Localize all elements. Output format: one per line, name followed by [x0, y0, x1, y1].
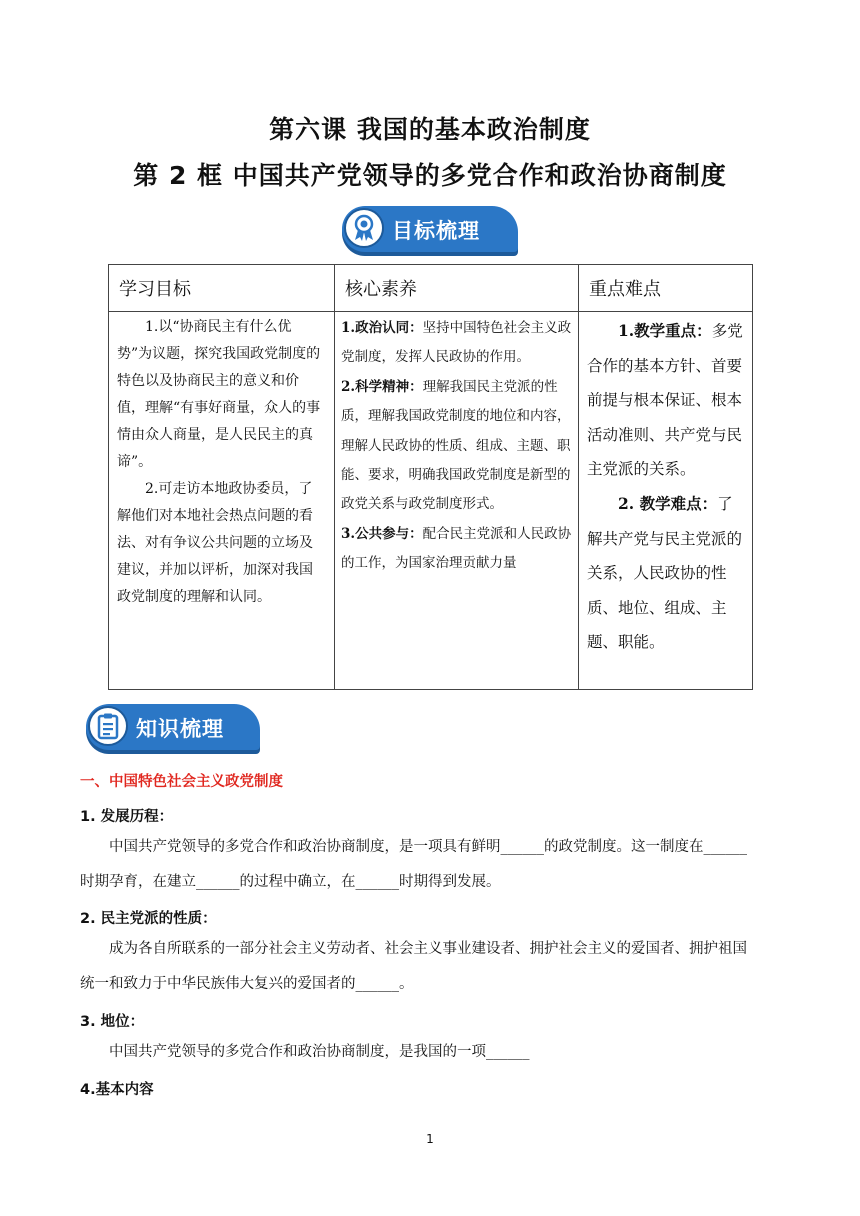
paragraph-line: 中国共产党领导的多党合作和政治协商制度，是一项具有鲜明______的政党制度。这一制度在______: [109, 839, 747, 855]
knowledge-banner-label: 知识梳理: [136, 717, 224, 741]
learning-goal-1: 1.以“协商民主有什么优势”为议题，探究我国政党制度的特色以及协商民主的意义和价值，理解“有事好商量，众人的事情由众人商量，是人民民主的真谛”。: [117, 319, 321, 470]
literacy-item: [341, 314, 573, 373]
table-row: [109, 312, 753, 690]
goals-banner-label: 目标梳理: [392, 219, 480, 243]
item-heading: 3. 地位：: [80, 1014, 145, 1030]
learning-goal-2: 2.可走访本地政协委员，了解他们对本地社会热点问题的看法、对有争议公共问题的立场及建议，并加以评析，加深对我国政党制度的理解和认同。: [117, 481, 313, 605]
literacy-text: 坚持中国特色社会主义政党制度，发挥人民政协的作用。: [341, 320, 572, 366]
header-key-points: 重点难点: [579, 265, 753, 312]
goals-banner: [342, 206, 518, 252]
paragraph-line: 成为各自所联系的一部分社会主义劳动者、社会主义事业建设者、拥护社会主义的爱国者、拥护祖国: [109, 941, 747, 957]
key-point-label: 2. 教学难点：: [618, 493, 718, 513]
page-number: 1: [426, 1132, 434, 1146]
header-learning-goals: 学习目标: [109, 265, 335, 312]
key-point-item: [587, 314, 746, 487]
learning-goals-cell: [109, 312, 335, 690]
core-literacy-cell: [335, 312, 579, 690]
key-point-text: 多党合作的基本方针、首要前提与根本保证、根本活动准则、共产党与民主党派的关系。: [587, 322, 743, 479]
literacy-label: 2.科学精神：: [341, 378, 423, 395]
lesson-title: 第六课 我国的基本政治制度: [269, 115, 591, 144]
key-point-item: [587, 487, 746, 660]
paragraph-line: 统一和致力于中华民族伟大复兴的爱国者的______。: [80, 976, 414, 992]
paragraph-line: 中国共产党领导的多党合作和政治协商制度，是我国的一项______: [109, 1044, 530, 1060]
literacy-text: 理解我国民主党派的性质，理解我国政党制度的地位和内容，理解人民政协的性质、组成、主题、职能、要求，明确我国政党制度是新型的政党关系与政党制度形式。: [341, 378, 571, 513]
header-core-literacy: 核心素养: [335, 265, 579, 312]
literacy-item: [341, 373, 573, 520]
goals-table: [108, 264, 753, 690]
section-title: 第 2 框 中国共产党领导的多党合作和政治协商制度: [133, 161, 727, 190]
item-heading: 4.基本内容: [80, 1082, 154, 1098]
section-heading: 一、中国特色社会主义政党制度: [80, 774, 283, 790]
item-heading: 2. 民主党派的性质：: [80, 911, 217, 927]
paragraph-line: 时期孕育，在建立______的过程中确立，在______时期得到发展。: [80, 874, 501, 890]
key-point-text: 了解共产党与民主党派的关系，人民政协的性质、地位、组成、主题、职能。: [587, 494, 743, 652]
key-point-label: 1.教学重点：: [618, 321, 712, 340]
clipboard-icon: [88, 706, 128, 746]
award-ribbon-icon: [344, 208, 384, 248]
table-header-row: [109, 265, 753, 312]
literacy-label: 1.政治认同：: [341, 320, 423, 336]
key-points-cell: [579, 312, 753, 690]
literacy-label: 3.公共参与：: [341, 525, 423, 542]
literacy-text: 配合民主党派和人民政协的工作，为国家治理贡献力量: [341, 525, 572, 572]
item-heading: 1. 发展历程：: [80, 809, 174, 825]
literacy-item: [341, 520, 573, 579]
knowledge-banner: [86, 704, 260, 750]
